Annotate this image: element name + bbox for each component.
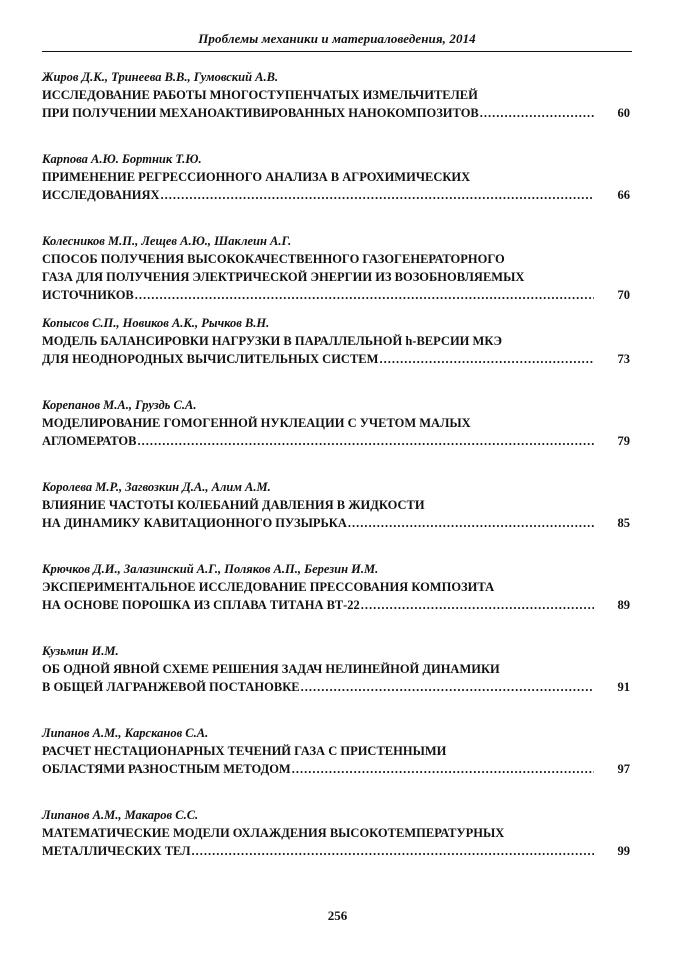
entry-title-last-line <box>42 286 634 304</box>
entry-title-last-line <box>42 104 634 122</box>
toc-entry <box>42 643 634 725</box>
page-number: 256 <box>327 908 348 923</box>
entry-authors: Липанов А.М., Макаров С.С. <box>42 808 199 822</box>
entry-authors: Королева М.Р., Загвозкин Д.А., Алим А.М. <box>42 480 271 494</box>
entry-title-line: ВЛИЯНИЕ ЧАСТОТЫ КОЛЕБАНИЙ ДАВЛЕНИЯ В ЖИДКОСТИ <box>42 498 425 512</box>
entry-authors: Колесников М.П., Лещев А.Ю., Шаклеин А.Г. <box>42 234 292 248</box>
entry-title-line: ПРИМЕНЕНИЕ РЕГРЕССИОННОГО АНАЛИЗА В АГРОХИМИЧЕСКИХ <box>42 170 471 184</box>
toc-entry <box>42 561 634 643</box>
entry-title-line: СПОСОБ ПОЛУЧЕНИЯ ВЫСОКОКАЧЕСТВЕННОГО ГАЗОГЕНЕРАТОРНОГО <box>42 252 505 266</box>
dot-leader <box>135 286 594 304</box>
entry-authors: Копысов С.П., Новиков А.К., Рычков В.Н. <box>42 316 270 330</box>
toc-entry <box>42 479 634 561</box>
dot-leader <box>161 186 594 204</box>
entry-title-last-line <box>42 514 634 532</box>
entry-authors: Крючков Д.И., Залазинский А.Г., Поляков А.П., Березин И.М. <box>42 562 379 576</box>
entry-title-line: МОДЕЛЬ БАЛАНСИРОВКИ НАГРУЗКИ В ПАРАЛЛЕЛЬНОЙ h-ВЕРСИИ МКЭ <box>42 334 503 348</box>
dot-leader <box>379 350 594 368</box>
entry-title-line: ОБ ОДНОЙ ЯВНОЙ СХЕМЕ РЕШЕНИЯ ЗАДАЧ НЕЛИНЕЙНОЙ ДИНАМИКИ <box>42 662 500 676</box>
entry-page-number: 66 <box>617 188 630 202</box>
toc-entry <box>42 315 634 397</box>
entry-title-line: РАСЧЕТ НЕСТАЦИОНАРНЫХ ТЕЧЕНИЙ ГАЗА С ПРИСТЕННЫМИ <box>42 744 447 758</box>
dot-leader <box>137 432 594 450</box>
entry-title-line: ГАЗА ДЛЯ ПОЛУЧЕНИЯ ЭЛЕКТРИЧЕСКОЙ ЭНЕРГИИ ИЗ ВОЗОБНОВЛЯЕМЫХ <box>42 270 525 284</box>
entry-title-line: МЕТАЛЛИЧЕСКИХ ТЕЛ <box>42 844 191 858</box>
entry-title-last-line <box>42 432 634 450</box>
entry-authors: Жиров Д.К., Тринеева В.В., Гумовский А.В. <box>42 70 279 84</box>
entry-page-number: 91 <box>617 680 630 694</box>
entry-title-line: ИСТОЧНИКОВ <box>42 288 134 302</box>
entry-title-line: ДЛЯ НЕОДНОРОДНЫХ ВЫЧИСЛИТЕЛЬНЫХ СИСТЕМ <box>42 352 379 366</box>
toc-entry <box>42 807 634 889</box>
dot-leader <box>480 104 594 122</box>
entry-title-line: ИССЛЕДОВАНИЯХ <box>42 188 160 202</box>
toc-entry <box>42 69 634 151</box>
entry-title-line: ЭКСПЕРИМЕНТАЛЬНОЕ ИССЛЕДОВАНИЕ ПРЕССОВАНИЯ КОМПОЗИТА <box>42 580 495 594</box>
entry-title-line: АГЛОМЕРАТОВ <box>42 434 137 448</box>
entry-title-last-line <box>42 760 634 778</box>
toc-entry <box>42 725 634 807</box>
entry-page-number: 99 <box>617 844 630 858</box>
entry-title-line: МАТЕМАТИЧЕСКИЕ МОДЕЛИ ОХЛАЖДЕНИЯ ВЫСОКОТЕМПЕРАТУРНЫХ <box>42 826 505 840</box>
entry-page-number: 73 <box>617 352 630 366</box>
dot-leader <box>301 678 594 696</box>
entry-page-number: 85 <box>617 516 630 530</box>
entry-title-line: ПРИ ПОЛУЧЕНИИ МЕХАНОАКТИВИРОВАННЫХ НАНОКОМПОЗИТОВ <box>42 106 479 120</box>
entry-page-number: 70 <box>617 288 630 302</box>
entry-authors: Карпова А.Ю. Бортник Т.Ю. <box>42 152 202 166</box>
entry-authors: Корепанов М.А., Груздь С.А. <box>42 398 197 412</box>
dot-leader <box>192 842 594 860</box>
toc-entry <box>42 397 634 479</box>
toc-entry <box>42 151 634 233</box>
entry-page-number: 79 <box>617 434 630 448</box>
entry-authors: Кузьмин И.М. <box>42 644 119 658</box>
entry-title-line: ОБЛАСТЯМИ РАЗНОСТНЫМ МЕТОДОМ <box>42 762 291 776</box>
entry-title-line: НА ОСНОВЕ ПОРОШКА ИЗ СПЛАВА ТИТАНА ВТ-22 <box>42 598 360 612</box>
entry-title-line: В ОБЩЕЙ ЛАГРАНЖЕВОЙ ПОСТАНОВКЕ <box>42 680 300 694</box>
running-header: Проблемы механики и материаловедения, 2014 <box>42 31 632 52</box>
entry-page-number: 60 <box>617 106 630 120</box>
dot-leader <box>361 596 594 614</box>
table-of-contents <box>42 69 634 889</box>
entry-page-number: 89 <box>617 598 630 612</box>
entry-title-last-line <box>42 842 634 860</box>
dot-leader <box>348 514 594 532</box>
dot-leader <box>292 760 594 778</box>
entry-title-line: МОДЕЛИРОВАНИЕ ГОМОГЕННОЙ НУКЛЕАЦИИ С УЧЕТОМ МАЛЫХ <box>42 416 471 430</box>
entry-title-last-line <box>42 186 634 204</box>
toc-entry <box>42 233 634 315</box>
entry-title-line: НА ДИНАМИКУ КАВИТАЦИОННОГО ПУЗЫРЬКА <box>42 516 347 530</box>
entry-title-last-line <box>42 596 634 614</box>
entry-authors: Липанов А.М., Карсканов С.А. <box>42 726 209 740</box>
entry-title-last-line <box>42 678 634 696</box>
entry-title-last-line <box>42 350 634 368</box>
entry-page-number: 97 <box>617 762 630 776</box>
entry-title-line: ИССЛЕДОВАНИЕ РАБОТЫ МНОГОСТУПЕНЧАТЫХ ИЗМЕЛЬЧИТЕЛЕЙ <box>42 88 478 102</box>
